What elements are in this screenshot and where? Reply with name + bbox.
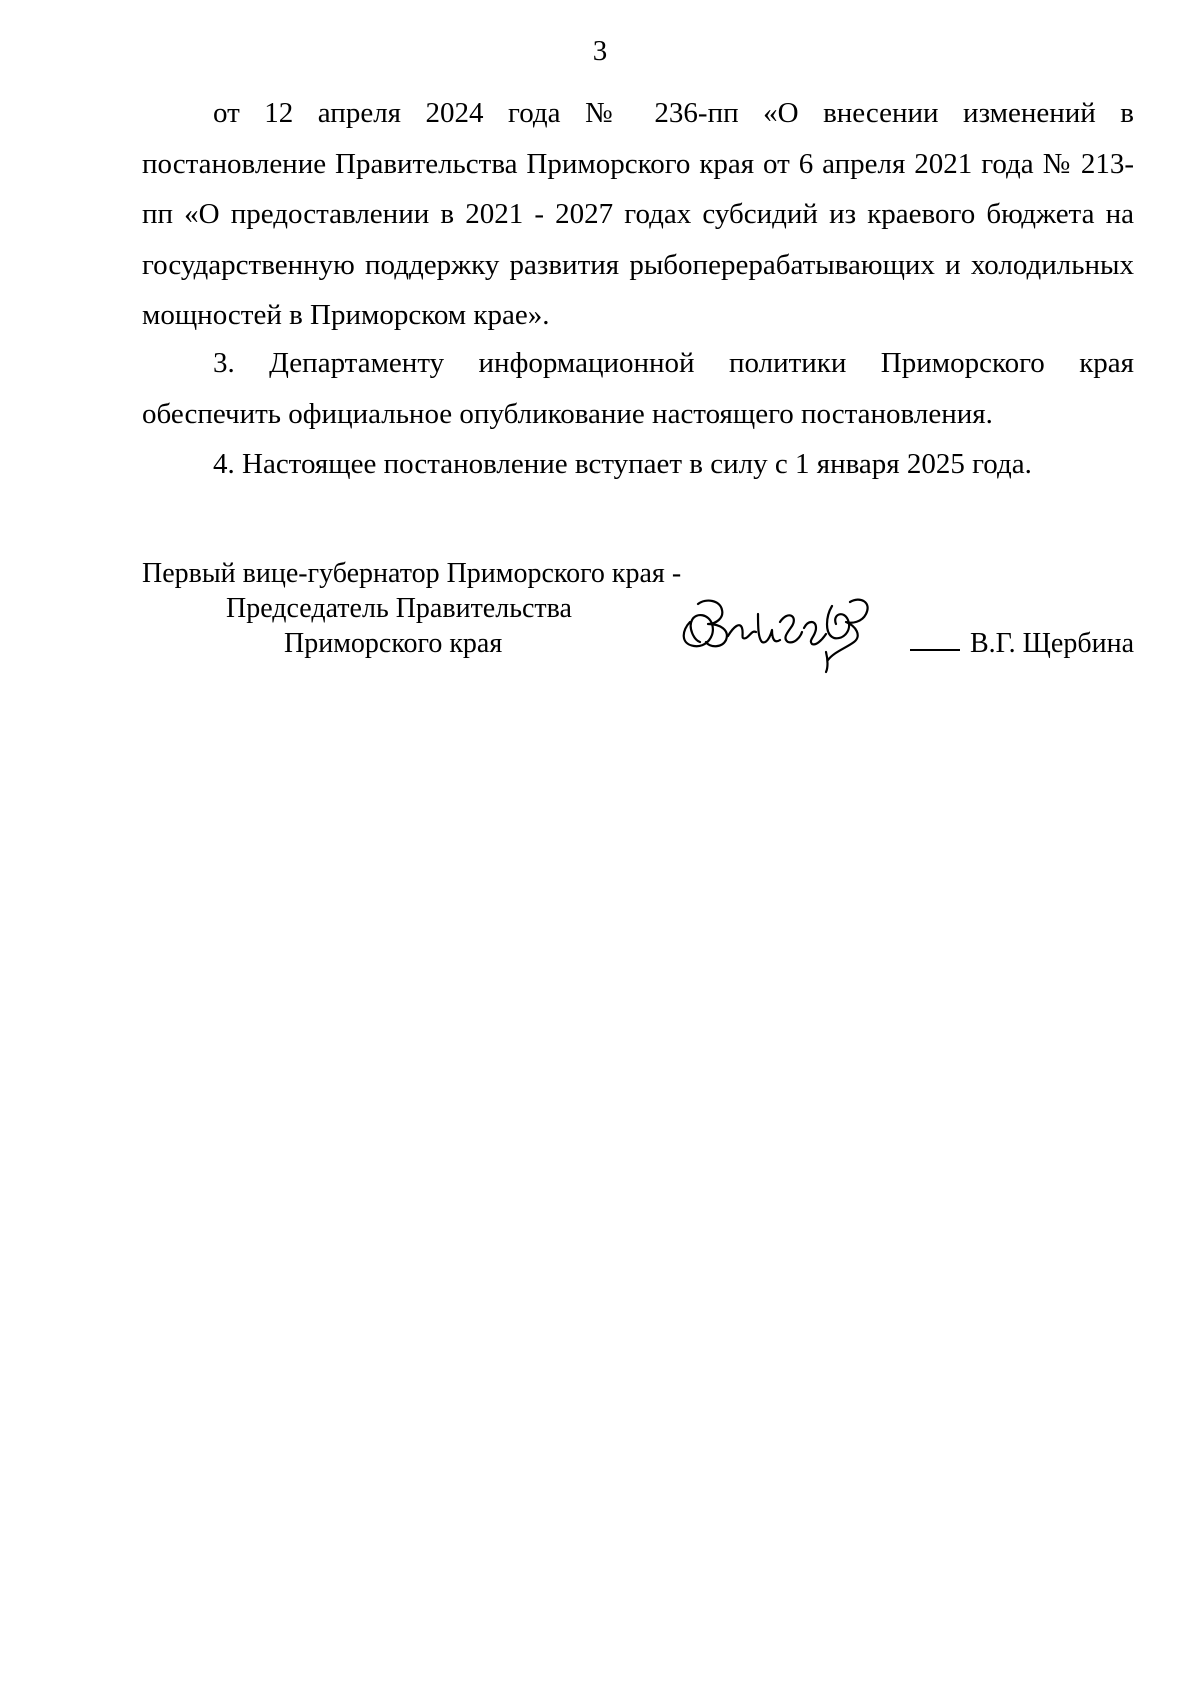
signature-block xyxy=(142,556,1134,676)
handwritten-signature xyxy=(676,582,892,674)
paragraph-continuation: от 12 апреля 2024 года № 236-пп «О внесении изменений в постановление Правительства Приморского края от 6 апреля 2021 года № 213-пп «О предоставлении в 2021 - 2027 годах субсидий из краевого бюджета на государственную поддержку развития рыбоперерабатывающих и холодильных мощностей в Приморском крае». xyxy=(142,97,1134,331)
signatory-name: В.Г. Щербина xyxy=(969,628,1134,659)
signatory-title-line-1: Первый вице-губернатор Приморского края - xyxy=(142,558,682,589)
signatory-title-line-2: Председатель Правительства xyxy=(226,593,572,624)
signature-dash xyxy=(910,649,960,651)
page-number: 3 xyxy=(592,35,608,67)
paragraph-4: 4. Настоящее постановление вступает в силу с 1 января 2025 года. xyxy=(213,448,1032,480)
signatory-title-line-3: Приморского края xyxy=(284,628,503,659)
paragraph-3: 3. Департаменту информационной политики Приморского края обеспечить официальное опубликование настоящего постановления. xyxy=(142,347,1134,430)
